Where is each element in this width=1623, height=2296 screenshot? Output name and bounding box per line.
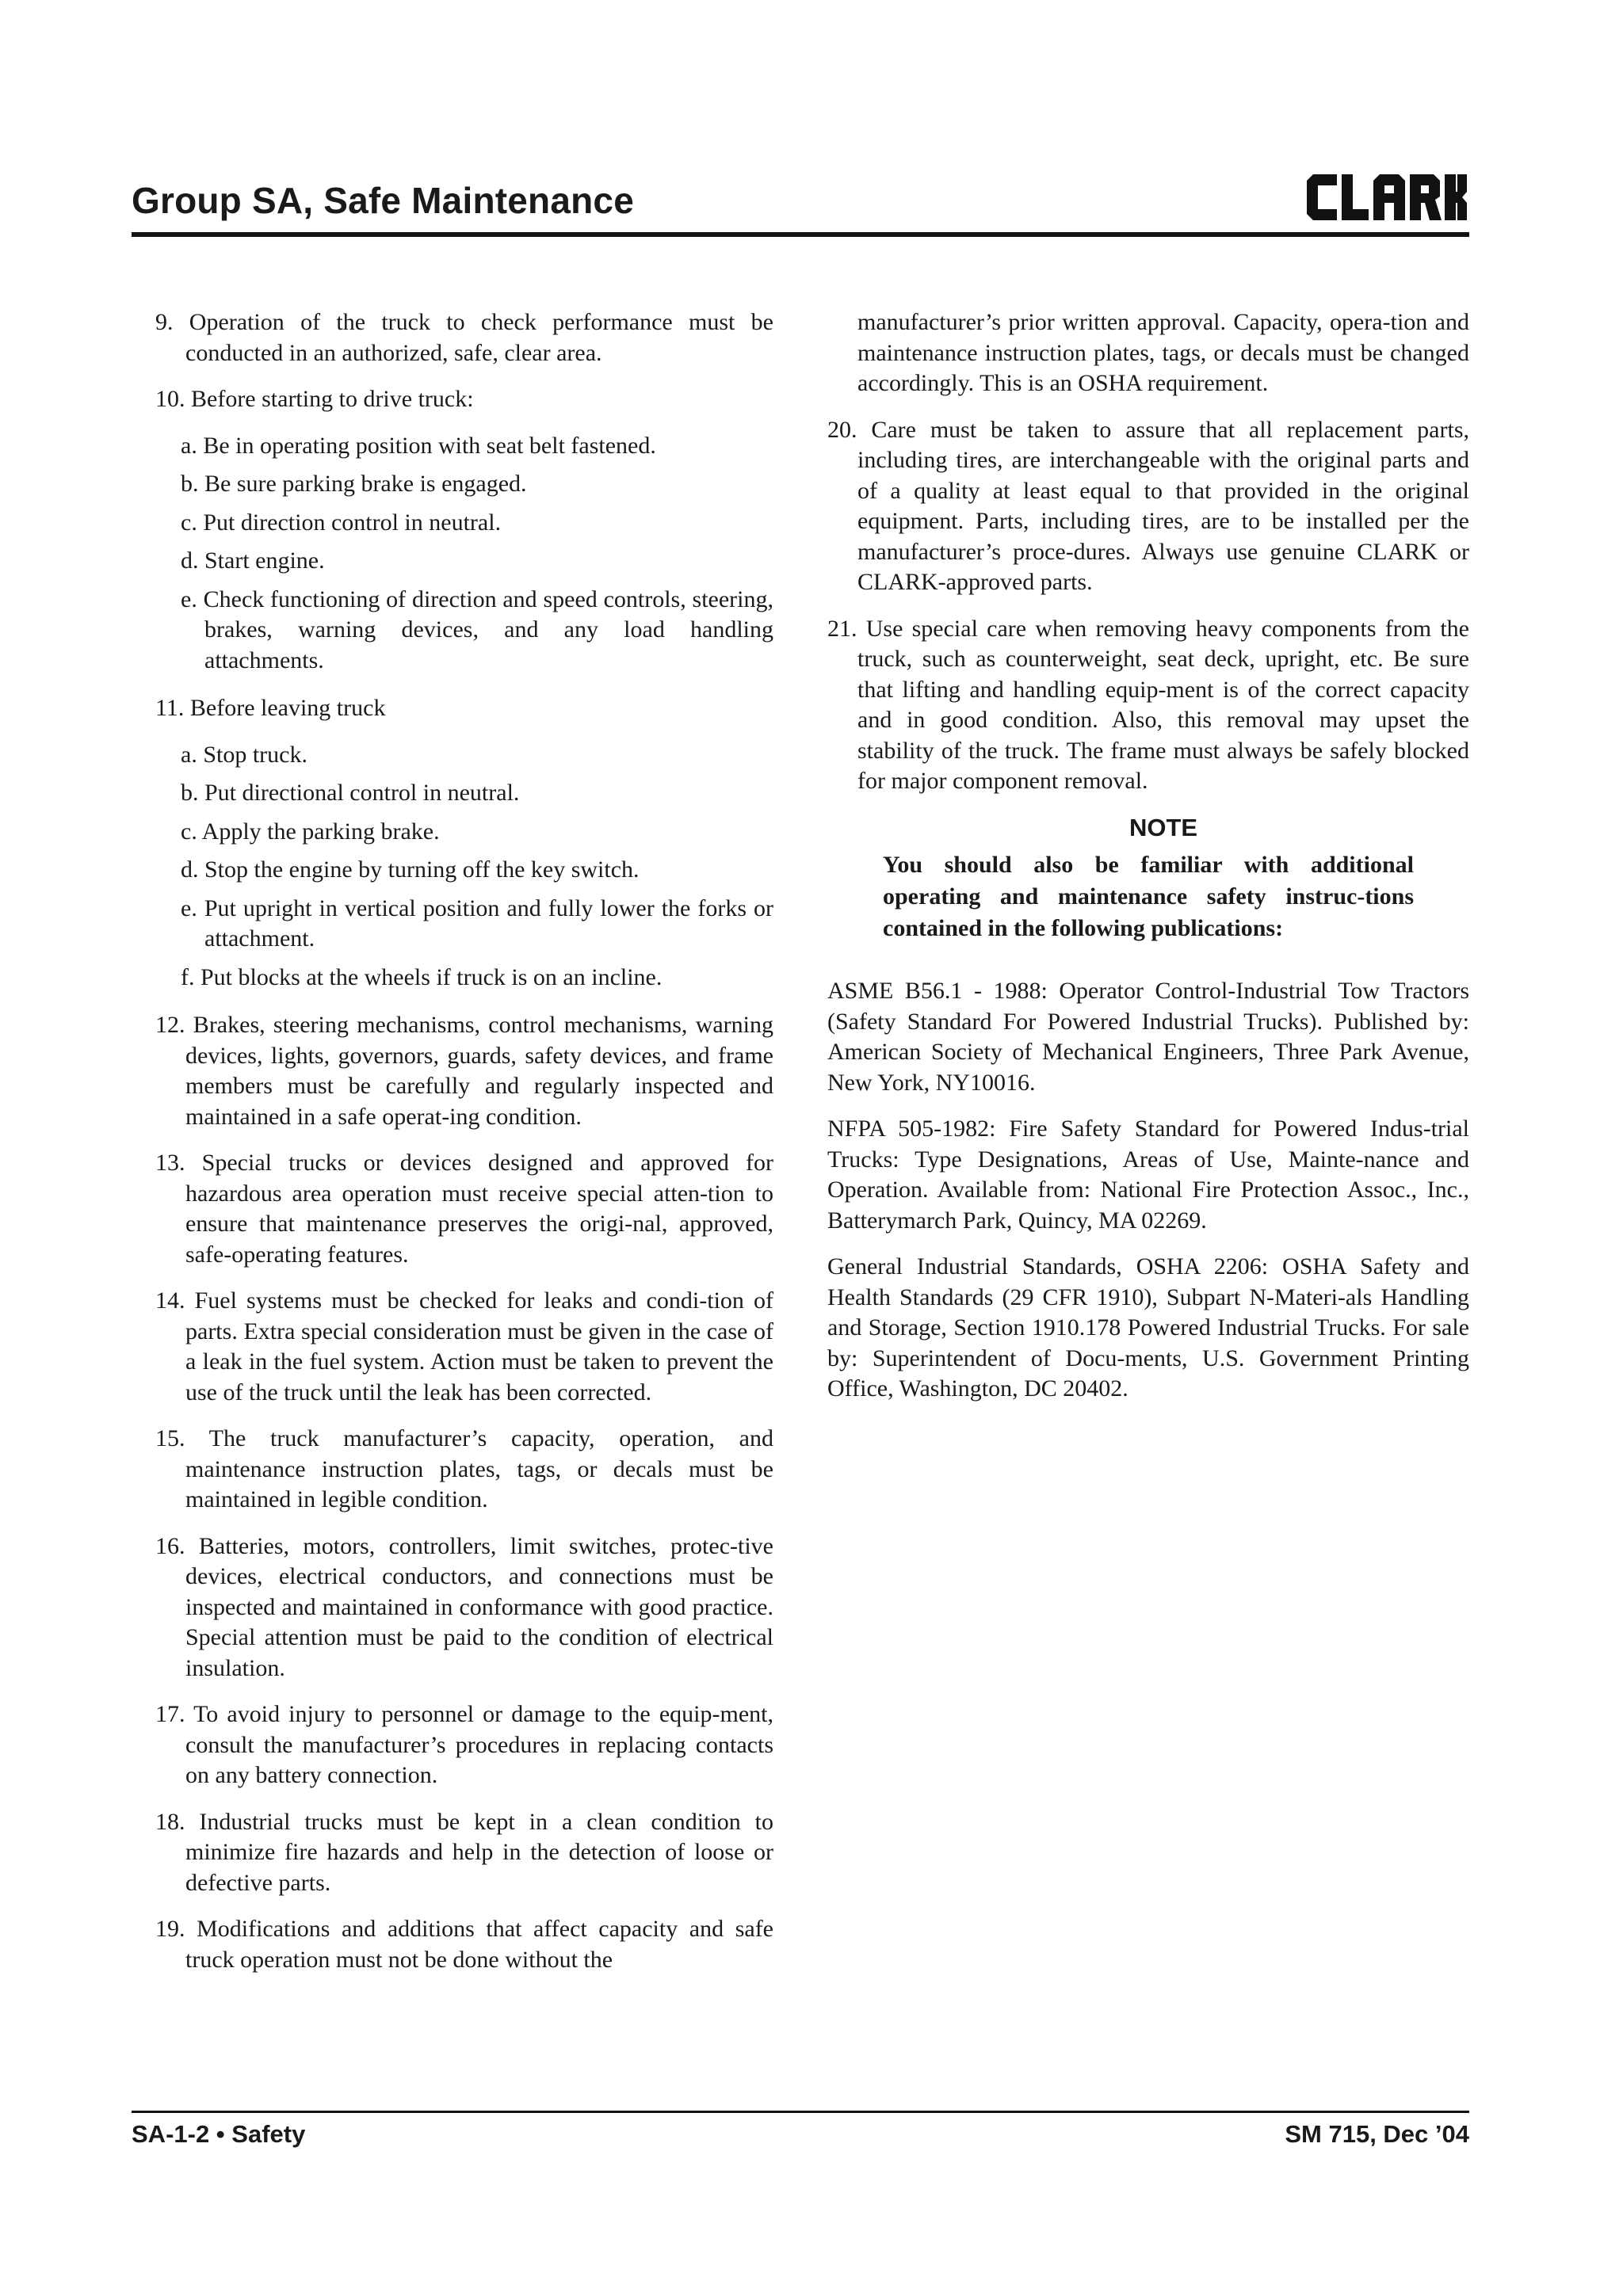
list-item-20: 20. Care must be taken to assure that all replacement parts, including tires, are interchangeable with the original parts and of a quality at least equal to that provided in the original equipment. Parts, including tires, are to be installed per the manufacturer’s proce-dures. Always use genuine CLARK or CLARK-approved parts. (827, 416, 1469, 595)
header-rule (132, 232, 1469, 237)
sub-item-10e: e. Check functioning of direction and speed controls, steering, brakes, warning devices, and any load handling attachments. (181, 585, 773, 673)
list-item-21: 21. Use special care when removing heavy components from the truck, such as counterweight, seat deck, upright, etc. Be sure that lifting and handling equip-ment is of the correct capacity and in good condition. Also, this removal may upset the stability of the truck. The frame must always be safely blocked for major component removal. (827, 615, 1469, 794)
list-item-17: 17. To avoid injury to personnel or damage to the equip-ment, consult the manufacturer’s procedures in replacing contacts on any battery connection. (155, 1701, 773, 1788)
sub-item-11d: d. Stop the engine by turning off the key switch. (181, 856, 640, 883)
list-item-12: 12. Brakes, steering mechanisms, control mechanisms, warning devices, lights, governors, guards, safety devices, and frame members must be carefully and regularly inspected and maintained in a safe operat-ing condition. (155, 1012, 773, 1130)
list-item-16: 16. Batteries, motors, controllers, limit switches, protec-tive devices, electrical conductors, and connections must be inspected and maintained in conformance with good practice. Special attention must be paid to the condition of electrical insulation. (155, 1532, 773, 1681)
sub-item-10c: c. Put direction control in neutral. (181, 509, 502, 536)
reference-asme: ASME B56.1 - 1988: Operator Control-Industrial Tow Tractors (Safety Standard For Powered Industrial Trucks). Published by: American Society of Mechanical Engineers, Three Park Avenue, New York, NY10016. (827, 978, 1469, 1096)
list-item-19: 19. Modifications and additions that affect capacity and safe truck operation must not be done without the (155, 1916, 773, 1973)
list-item-9: 9. Operation of the truck to check performance must be conducted in an authorized, safe, clear area. (155, 309, 773, 366)
footer-manual-id: SM 715, Dec ’04 (1285, 2120, 1469, 2148)
page-title: Group SA, Safe Maintenance (132, 180, 634, 221)
list-item-19-continued: manufacturer’s prior written approval. Capacity, opera-tion and maintenance instruction plates, tags, or decals must be changed accordingly. This is an OSHA requirement. (857, 309, 1469, 396)
note-body: You should also be familiar with additional operating and maintenance safety instruc-tions contained in the following publications: (883, 852, 1414, 941)
sub-item-10d: d. Start engine. (181, 547, 325, 574)
list-item-18: 18. Industrial trucks must be kept in a clean condition to minimize fire hazards and help in the detection of loose or defective parts. (155, 1808, 773, 1896)
reference-nfpa: NFPA 505-1982: Fire Safety Standard for Powered Indus-trial Trucks: Type Designations, Areas of Use, Mainte-nance and Operation. Available from: National Fire Protection Assoc., Inc., Batterymarch Park, Quincy, MA 02269. (827, 1116, 1469, 1234)
sub-item-11c: c. Apply the parking brake. (181, 818, 440, 845)
left-column (155, 307, 773, 1991)
reference-osha: General Industrial Standards, OSHA 2206: OSHA Safety and Health Standards (29 CFR 1910), Subpart N-Materi-als Handling and Storage, Section 1910.178 Powered Industrial Trucks. For sale by: Superintendent of Docu-ments, U.S. Government Printing Office, Washington, DC 20402. (827, 1253, 1469, 1402)
list-item-11: 11. Before leaving truck (155, 695, 386, 721)
footer-page-label: SA-1-2 • Safety (132, 2120, 306, 2148)
sub-item-11e: e. Put upright in vertical position and fully lower the forks or attachment. (181, 894, 773, 952)
list-item-15: 15. The truck manufacturer’s capacity, operation, and maintenance instruction plates, tags, or decals must be maintained in legible condition. (155, 1425, 773, 1512)
sub-item-10b: b. Be sure parking brake is engaged. (181, 471, 527, 497)
note-heading: NOTE (1128, 813, 1198, 841)
clark-logo (1305, 173, 1468, 222)
sub-item-11b: b. Put directional control in neutral. (181, 780, 520, 806)
list-item-10: 10. Before starting to drive truck: (155, 386, 474, 412)
sub-item-11f: f. Put blocks at the wheels if truck is on an incline. (181, 963, 663, 990)
sub-item-10a: a. Be in operating position with seat belt fastened. (181, 432, 656, 459)
footer-rule (132, 2111, 1469, 2113)
list-item-14: 14. Fuel systems must be checked for leaks and condi-tion of parts. Extra special consideration must be given in the case of a leak in the fuel system. Action must be taken to prevent the use of the truck until the leak has been corrected. (155, 1287, 773, 1405)
list-item-13: 13. Special trucks or devices designed and approved for hazardous area operation must receive special atten-tion to ensure that maintenance preserves the origi-nal, approved, safe-operating features. (155, 1150, 773, 1268)
sub-item-11a: a. Stop truck. (181, 741, 307, 768)
right-column (827, 307, 1469, 1421)
